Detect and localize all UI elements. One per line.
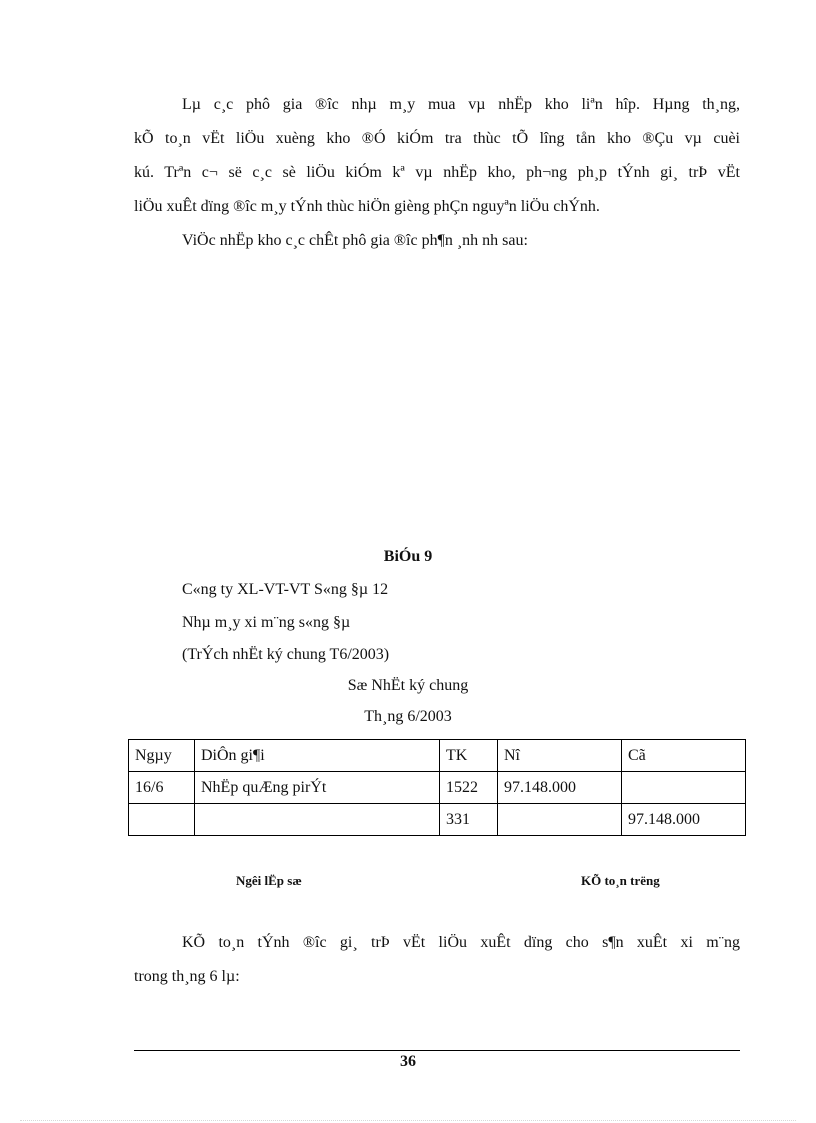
closing-line-2: trong th¸ng 6 lµ: xyxy=(134,968,240,985)
intro-line-3: kú. Trªn c¬ së c¸c sè liÖu kiÓm kª vµ nhËp kho, ph¬ng ph¸p tÝnh gi¸ trÞ vËt xyxy=(134,164,740,181)
extract-note: (TrÝch nhËt ký chung T6/2003) xyxy=(182,646,390,663)
cell-description xyxy=(195,804,440,836)
journal-table xyxy=(128,739,746,836)
header-description: DiÔn gi¶i xyxy=(195,740,440,772)
header-account: TK xyxy=(440,740,498,772)
cell-account: 1522 xyxy=(440,772,498,804)
header-date: Ngµy xyxy=(129,740,195,772)
intro-line-1: Lµ c¸c phô gia ®îc nhµ m¸y mua vµ nhËp kho liªn hîp. Hµng th¸ng, xyxy=(182,96,740,113)
intro-line-2: kÕ to¸n vËt liÖu xuèng kho ®Ó kiÓm tra thùc tÕ lîng tån kho ®Çu vµ cuèi xyxy=(134,130,740,147)
cell-debit: 97.148.000 xyxy=(498,772,622,804)
cell-date: 16/6 xyxy=(129,772,195,804)
table-row xyxy=(129,772,746,804)
closing-paragraph xyxy=(134,926,740,994)
cell-account: 331 xyxy=(440,804,498,836)
cell-date xyxy=(129,804,195,836)
header-debit: Nî xyxy=(498,740,622,772)
cell-credit: 97.148.000 xyxy=(622,804,746,836)
exhibit-title: BiÓu 9 xyxy=(383,548,433,565)
cell-description: NhËp quÆng pirÝt xyxy=(195,772,440,804)
second-paragraph: ViÖc nhËp kho c¸c chÊt phô gia ®îc ph¶n ¸nh nh sau: xyxy=(182,232,528,249)
table-header-row xyxy=(129,740,746,772)
second-paragraph-wrap xyxy=(134,224,740,258)
page-number: 36 xyxy=(400,1053,416,1070)
intro-line-4: liÖu xuÊt dïng ®îc m¸y tÝnh thùc hiÖn gièng phÇn nguyªn liÖu chÝnh. xyxy=(134,198,600,215)
book-title: Sæ NhËt ký chung xyxy=(347,677,469,694)
cell-debit xyxy=(498,804,622,836)
page-bottom-border xyxy=(20,1120,796,1121)
signature-chief-accountant: KÕ to¸n trëng xyxy=(581,873,660,888)
book-month: Th¸ng 6/2003 xyxy=(364,708,452,725)
company-name: C«ng ty XL-VT-VT S«ng §µ 12 xyxy=(182,581,389,598)
header-credit: Cã xyxy=(622,740,746,772)
signature-bookkeeper: Ngêi lËp sæ xyxy=(236,873,302,888)
closing-line-1: KÕ to¸n tÝnh ®îc gi¸ trÞ vËt liÖu xuÊt dïng cho s¶n xuÊt xi m¨ng xyxy=(182,934,740,951)
intro-paragraph xyxy=(134,88,740,224)
table-row xyxy=(129,804,746,836)
factory-name: Nhµ m¸y xi m¨ng s«ng §µ xyxy=(182,614,351,631)
footer-rule xyxy=(134,1050,740,1051)
cell-credit xyxy=(622,772,746,804)
